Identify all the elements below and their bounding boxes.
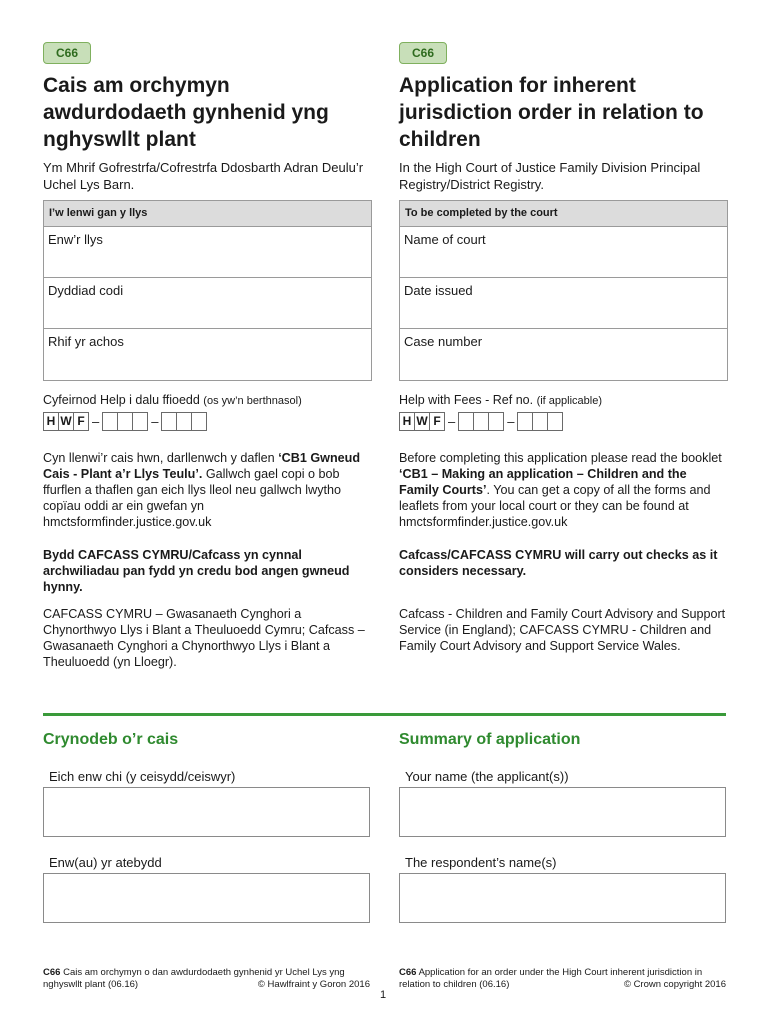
court-box-header: I’w lenwi gan y llys <box>44 201 371 227</box>
english-applicant-name-input[interactable] <box>399 787 726 837</box>
english-hwf-reference[interactable] <box>399 412 562 431</box>
welsh-applicant-name-input[interactable] <box>43 787 370 837</box>
intro-text: Cyn llenwi’r cais hwn, darllenwch y daflen <box>43 451 279 465</box>
hwf-digit-box[interactable] <box>532 412 548 431</box>
hwf-prefix-f: F <box>429 412 445 431</box>
welsh-summary-heading: Crynodeb o’r cais <box>43 731 179 748</box>
hwf-digit-box[interactable] <box>176 412 192 431</box>
welsh-hwf-label <box>43 393 302 407</box>
hwf-dash: – <box>507 414 515 429</box>
footer-form-code: C66 <box>399 967 417 978</box>
hwf-digit-box[interactable] <box>117 412 133 431</box>
hwf-dash: – <box>151 414 159 429</box>
hwf-prefix-w: W <box>414 412 430 431</box>
welsh-intro-text <box>43 450 370 530</box>
hwf-prefix-h: H <box>43 412 59 431</box>
hwf-note: (if applicable) <box>536 395 602 407</box>
welsh-respondent-name-input[interactable] <box>43 873 370 923</box>
english-footer <box>399 967 726 991</box>
court-name-field[interactable]: Name of court <box>400 227 727 278</box>
english-summary-heading: Summary of application <box>399 731 581 748</box>
welsh-respondent-name-label: Enw(au) yr atebydd <box>49 855 162 870</box>
hwf-dash: – <box>448 414 456 429</box>
intro-text: . You can get a copy of all the forms and leaflets from your local court or they can be found at hmctsformfinder.justice.gov.uk <box>399 483 711 529</box>
english-header <box>399 42 726 193</box>
english-applicant-name-label: Your name (the applicant(s)) <box>405 769 569 784</box>
booklet-title: ‘CB1 – Making an application – Children and the Family Courts’ <box>399 467 687 497</box>
hwf-label-text: Cyfeirnod Help i dalu ffioedd <box>43 393 200 407</box>
english-title: Application for inherent jurisdiction order in relation to children <box>399 74 704 151</box>
hwf-prefix-w: W <box>58 412 74 431</box>
english-court-box <box>399 200 728 381</box>
hwf-label-text: Help with Fees - Ref no. <box>399 393 534 407</box>
english-hwf-label <box>399 393 602 407</box>
welsh-subtitle: Ym Mhrif Gofrestrfa/Cofrestrfa Ddosbarth Adran Deulu’r Uchel Lys Barn. <box>43 160 364 192</box>
welsh-hwf-reference[interactable] <box>43 412 206 431</box>
footer-copyright: © Hawlfraint y Goron 2016 <box>257 979 370 990</box>
form-code-badge: C66 <box>43 42 91 64</box>
page-number: 1 <box>380 989 387 1001</box>
welsh-header <box>43 42 370 193</box>
cafcass-notice-bold: Cafcass/CAFCASS CYMRU will carry out checks as it considers necessary. <box>399 548 718 578</box>
hwf-note: (os yw’n berthnasol) <box>203 395 302 407</box>
welsh-cafcass-definition: CAFCASS CYMRU – Gwasanaeth Cynghori a Chynorthwyo Llys i Blant a Theuluoedd Cymru; Cafcass – Gwasanaeth Cynghori a Chynorthwyo Llys i Blant a Theuluoedd (yn Lloegr). <box>43 607 365 669</box>
hwf-digit-box[interactable] <box>547 412 563 431</box>
english-respondent-name-input[interactable] <box>399 873 726 923</box>
booklet-title: ‘CB1 Gwneud Cais - Plant a’r Llys Teulu’. <box>43 451 361 481</box>
welsh-cafcass-notice <box>43 547 370 595</box>
section-divider <box>43 713 726 716</box>
english-intro-text <box>399 450 726 530</box>
hwf-digit-box[interactable] <box>517 412 533 431</box>
court-name-field[interactable]: Enw’r llys <box>44 227 371 278</box>
english-cafcass-definition: Cafcass - Children and Family Court Advisory and Support Service (in England); CAFCASS CYMRU - Children and Family Court Advisory and Support Service Wales. <box>399 607 726 653</box>
hwf-dash: – <box>92 414 100 429</box>
case-number-field[interactable]: Case number <box>404 334 483 349</box>
welsh-court-box <box>43 200 372 381</box>
intro-text: Gallwch gael copi o bob ffurflen a thaflen gan eich llys lleol neu gallwch lwytho copïau oddi ar ein gwefan yn hmctsformfinder.justice.gov.uk <box>43 467 341 529</box>
date-issued-field[interactable]: Date issued <box>400 278 727 329</box>
english-respondent-name-label: The respondent’s name(s) <box>405 855 557 870</box>
hwf-digit-box[interactable] <box>458 412 474 431</box>
footer-form-code: C66 <box>43 967 61 978</box>
english-subtitle: In the High Court of Justice Family Division Principal Registry/District Registry. <box>399 160 701 192</box>
footer-copyright: © Crown copyright 2016 <box>623 979 726 990</box>
footer-text: Cais am orchymyn o dan awdurdodaeth gynhenid yr Uchel Lys yng nghyswllt plant (06.16) <box>43 967 345 990</box>
case-number-field[interactable]: Rhif yr achos <box>48 334 124 349</box>
date-issued-field[interactable]: Dyddiad codi <box>44 278 371 329</box>
welsh-applicant-name-label: Eich enw chi (y ceisydd/ceiswyr) <box>49 769 236 784</box>
welsh-title: Cais am orchymyn awdurdodaeth gynhenid yng nghyswllt plant <box>43 74 329 151</box>
welsh-footer <box>43 967 370 991</box>
hwf-digit-box[interactable] <box>132 412 148 431</box>
court-box-header: To be completed by the court <box>400 201 727 227</box>
hwf-digit-box[interactable] <box>473 412 489 431</box>
cafcass-notice-bold: Bydd CAFCASS CYMRU/Cafcass yn cynnal archwiliadau pan fydd yn credu bod angen gwneud hynny. <box>43 548 350 594</box>
english-cafcass-notice <box>399 547 726 579</box>
hwf-digit-box[interactable] <box>102 412 118 431</box>
hwf-prefix-f: F <box>73 412 89 431</box>
hwf-digit-box[interactable] <box>488 412 504 431</box>
footer-text: Application for an order under the High Court inherent jurisdiction in relation to children (06.16) <box>399 967 703 990</box>
hwf-prefix-h: H <box>399 412 415 431</box>
intro-text: Before completing this application please read the booklet <box>399 451 722 465</box>
hwf-digit-box[interactable] <box>191 412 207 431</box>
form-code-badge: C66 <box>399 42 447 64</box>
hwf-digit-box[interactable] <box>161 412 177 431</box>
